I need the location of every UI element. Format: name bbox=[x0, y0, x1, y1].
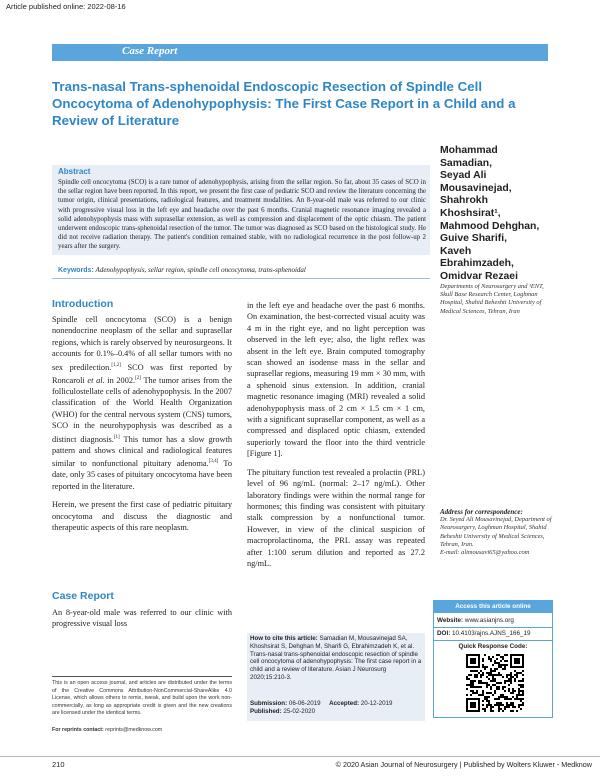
case-report-paragraph-1: in the left eye and headache over the past 6 months. On examination, the best-corrected visual acuity was 4 m in the right eye, and no light perception was observed in the left eye; also, the light reflex was absent in the left eye. Brain computed tomography scan showed an isodense mass in the sellar and suprasellar regions, measuring 19 mm × 30 mm, with a sphenoid sinus extension. In addition, cranial magnetic resonance imaging (MRI) revealed a solid adenohypophysis mass of 2 cm × 1.5 cm × 1 cm, with a significant suprasellar component, as well as a compressed and displaced optic chiasm, extended superiorly toward the floor into the third ventricle [Figure 1]. bbox=[247, 301, 425, 459]
author-line: Khoshsirat¹, bbox=[440, 207, 501, 219]
citation-ref[interactable]: [2] bbox=[135, 375, 141, 381]
article-dates: Submission: 06-06-2019 Accepted: 20-12-2019 Published: 25-02-2020 bbox=[250, 700, 393, 715]
article-title: Trans-nasal Trans-sphenoidal Endoscopic Resection of Spindle Cell Oncocytoma of Adenohypophysis: The First Case Report in a Child and a Review of Literature bbox=[52, 79, 516, 128]
author-line: Kaveh bbox=[440, 245, 472, 257]
footer-copyright: © 2020 Asian Journal of Neurosurgery | Published by Wolters Kluwer - Medknow bbox=[335, 760, 592, 769]
citation-ref[interactable]: [1,2] bbox=[111, 362, 121, 368]
introduction-heading: Introduction bbox=[52, 298, 114, 310]
correspondence-heading: Address for correspondence: bbox=[440, 508, 523, 516]
author-line: Mohammad bbox=[440, 145, 498, 156]
citation-ref[interactable]: [1] bbox=[113, 434, 120, 440]
abstract-heading: Abstract bbox=[58, 167, 91, 176]
introduction-text bbox=[52, 314, 232, 540]
citation-text: Samadian M, Mousavinejad SA, Khoshsirat S, Dehghan M, Sharifi G, Ebrahimzadeh K, et al. Trans-nasal trans-sphenoidal endoscopic resection of spindle cell oncocytoma of adenohypophysis: The first case report in a child and a review of literature. Asian J Neurosurg 2020;15:210-3. bbox=[250, 635, 422, 681]
doi-link[interactable]: 10.4103/ajns.AJNS_166_19 bbox=[452, 630, 531, 637]
case-report-text-continued bbox=[247, 300, 425, 576]
submission-date: 06-06-2019 bbox=[288, 700, 321, 707]
keywords-line bbox=[58, 266, 430, 274]
correspondence-address bbox=[440, 508, 556, 557]
qr-code-icon[interactable] bbox=[466, 654, 524, 712]
keywords-label: Keywords: bbox=[58, 267, 94, 274]
author-line: Guive Sharifi, bbox=[440, 233, 507, 245]
published-date: 25-02-2020 bbox=[283, 708, 316, 715]
correspondence-text: Dr. Seyed Ali Mousavinejad, Department of Neurosurgery, Loghman Hospital, Shahid Beheshti University of Medical Sciences, Tehran, Iran. bbox=[440, 516, 552, 548]
case-report-paragraph-2: The pituitary function test revealed a prolactin (PRL) level of 96 ng/mL (normal: 2–17 ng/mL). Other laboratory findings were within the normal range for hormones; this finding was consistent with pituitary stalk compression by a nonfunctional tumor. However, in view of the clinical suspicion of macroprolactinoma, the PRL assay was repeated after 1:100 serum dilution and reported as 27.2 ng/mL. bbox=[247, 467, 425, 568]
reprints-line: For reprints contact: reprints@medknow.com bbox=[52, 727, 163, 733]
footer-divider bbox=[0, 756, 600, 757]
how-to-cite-text bbox=[250, 635, 422, 682]
website-line: Website: www.asianjns.org bbox=[437, 617, 514, 624]
accepted-date: 20-12-2019 bbox=[360, 700, 393, 707]
author-line: Seyad Ali bbox=[440, 170, 487, 182]
qr-code-label: Quick Response Code: bbox=[458, 643, 528, 650]
article-type-label: Case Report bbox=[122, 45, 178, 57]
website-link[interactable]: www.asianjns.org bbox=[464, 617, 514, 624]
author-line: Mousavinejad, bbox=[440, 182, 512, 194]
access-divider bbox=[433, 627, 553, 628]
introduction-paragraph-1: Spindle cell oncocytoma (SCO) is a benign nonendocrine neoplasm of the sellar and suprasellar regions, which is rarely observed by neurosurgeons. It accounts for 0.1%–0.4% of all sellar tumors with no sex predilection.[1,2] SCO was first reported by Roncaroli et al. in 2002.[2] The tumor arises from the folliculostellate cells of adenohypophysis. In the 2007 classification of the World Health Organization (WHO) for the central nervous system (CNS) tumors, SCO in the neurohypophysis was described as a distinct diagnosis.[1] This tumor has a slow growth pattern and shows clinical and radiological features similar to nonfunctional pituitary adenoma.[3,4] To date, only 35 cases of pituitary oncocytoma have been reported in the literature. bbox=[52, 315, 233, 491]
citation-ref[interactable]: [3,4] bbox=[208, 459, 219, 465]
abstract-text: Spindle cell oncocytoma (SCO) is a rare tumor of adenohypophysis, arising from the sellar region. So far, about 35 cases of SCO in the sellar region have been reported. In this report, we present the first case of pediatric SCO and review the literature concerning the tumor origin, clinical presentations, radiological features, and treatment modalities. An 8-year-old male was referred to our clinic with progressive visual loss in the left eye and headache over the past 6 months. Cranial magnetic resonance imaging revealed a solid adenohypophysis mass with suprasellar extension, as well as compression and displacement of the optic chiasm. The patient underwent endoscopic trans-sphenoidal resection of the tumor. The tumor was diagnosed as SCO based on the histological study. He did not receive radiation therapy. The patient's condition remained stable, with no radiological recurrence in the post follow-up 2 years after the surgery. bbox=[58, 179, 426, 251]
keywords-divider bbox=[52, 278, 430, 279]
author-line: Omidvar Rezaei bbox=[440, 270, 518, 282]
reprints-email[interactable]: reprints@medknow.com bbox=[105, 727, 163, 733]
author-line: Ebrahimzadeh, bbox=[440, 258, 514, 270]
correspondence-email[interactable]: E-mail: alimousavi65@yahoo.com bbox=[440, 549, 530, 557]
author-affiliation: Departments of Neurosurgery and ¹ENT, Skull Base Research Center, Loghman Hospital, Shahid Beheshti University of Medical Sciences, Tehran, Iran bbox=[440, 283, 544, 315]
page-number: 210 bbox=[52, 760, 65, 769]
author-line: Samadian, bbox=[440, 157, 492, 169]
access-online-header: Access this article online bbox=[433, 600, 553, 613]
access-divider bbox=[433, 640, 553, 641]
license-notice: This is an open access journal, and articles are distributed under the terms of the Creative Commons Attribution-NonCommercial-ShareAlike 4.0 License, which allows others to remix, tweak, and build upon the work non-commercially, as long as appropriate credit is given and the new creations are licensed under the identical terms. bbox=[52, 680, 232, 717]
license-divider bbox=[52, 676, 232, 677]
case-report-text-start: An 8-year-old male was referred to our clinic with progressive visual loss bbox=[52, 608, 232, 629]
case-report-heading: Case Report bbox=[52, 590, 114, 602]
introduction-paragraph-2: Herein, we present the first case of pediatric pituitary oncocytoma and discuss the diagnostic and therapeutic aspects of this rare neoplasm. bbox=[52, 500, 232, 532]
published-date-line: Article published online: 2022-08-16 bbox=[6, 2, 126, 11]
keywords-text: Adenohypophysis, sellar region, spindle cell oncocytoma, trans-sphenoidal bbox=[95, 266, 306, 274]
author-line: Mahmood Dehghan, bbox=[440, 220, 540, 232]
author-line: Shahrokh bbox=[440, 195, 488, 207]
doi-line: DOI: 10.4103/ajns.AJNS_166_19 bbox=[437, 630, 531, 637]
how-to-cite-label: How to cite this article: bbox=[250, 635, 318, 642]
author-list bbox=[440, 145, 552, 284]
